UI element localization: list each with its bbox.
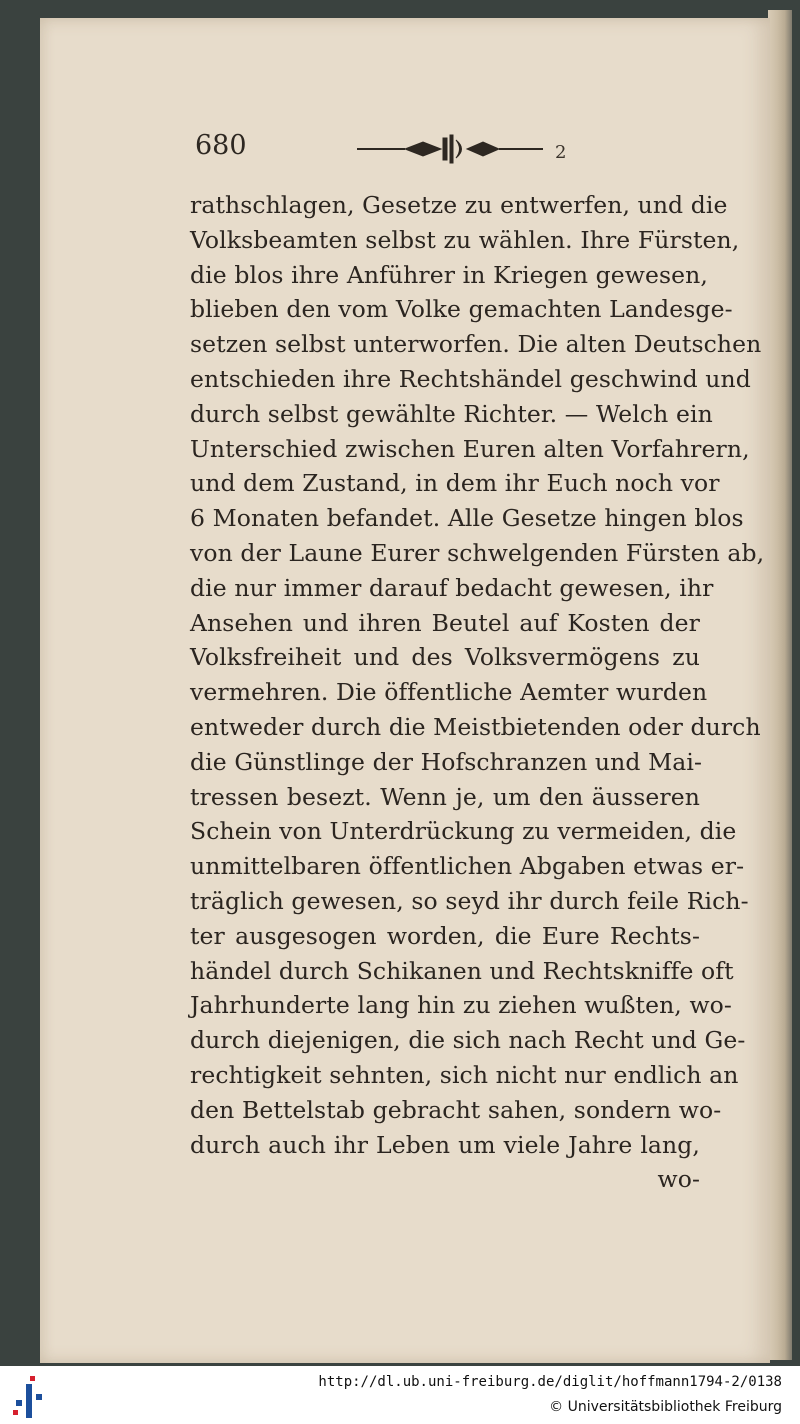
header-tail-mark: 2 [555, 142, 567, 163]
page-edge [768, 10, 792, 1360]
text-line: Unterschied zwischen Euren alten Vorfahrern, [190, 434, 750, 463]
text-line: den Bettelstab gebracht sahen, sondern wo- [190, 1095, 722, 1124]
body-text [190, 188, 765, 1197]
text-line: und dem Zustand, in dem ihr Euch noch vor [190, 469, 720, 498]
text-line: die nur immer darauf bedacht gewesen, ihr [190, 573, 714, 602]
text-line: die Günstlinge der Hofschranzen und Mai- [190, 747, 703, 776]
text-line: durch selbst gewählte Richter. — Welch ein [190, 399, 713, 428]
catchword: wo- [657, 1165, 700, 1194]
text-line: durch auch ihr Leben um viele Jahre lang, [190, 1130, 700, 1159]
text-line: träglich gewesen, so seyd ihr durch feile Rich- [190, 886, 749, 915]
text-line: entweder durch die Meistbietenden oder durch [190, 712, 761, 741]
text-line: Volksfreiheit und des Volksvermögens zu [190, 643, 700, 672]
text-line: entschieden ihre Rechtshändel geschwind und [190, 364, 751, 393]
permalink-url[interactable]: http://dl.ub.uni-freiburg.de/diglit/hoffmann1794-2/0138 [318, 1374, 782, 1390]
page-header [195, 130, 705, 170]
text-line: blieben den vom Volke gemachten Landesge- [190, 295, 733, 324]
text-line: durch diejenigen, die sich nach Recht und Ge- [190, 1026, 746, 1055]
text-line: 6 Monaten befandet. Alle Gesetze hingen blos [190, 504, 744, 533]
text-line: rechtigkeit sehnten, sich nicht nur endlich an [190, 1060, 739, 1089]
text-line: händel durch Schikanen und Rechtskniffe oft [190, 956, 734, 985]
text-line: vermehren. Die öffentliche Aemter wurden [190, 678, 708, 707]
fleuron-ornament-icon [355, 132, 545, 166]
viewer-footer [0, 1366, 800, 1424]
text-line: von der Laune Eurer schwelgenden Fürsten ab, [190, 538, 765, 567]
text-line: ter ausgesogen worden, die Eure Rechts- [190, 921, 700, 950]
text-line: Ansehen und ihren Beutel auf Kosten der [190, 608, 700, 637]
copyright-notice: © Universitätsbibliothek Freiburg [549, 1399, 782, 1415]
text-line: Schein von Unterdrückung zu vermeiden, die [190, 817, 737, 846]
text-line: Volksbeamten selbst zu wählen. Ihre Fürsten, [190, 225, 740, 254]
page-number: 680 [195, 130, 247, 161]
text-line: setzen selbst unterworfen. Die alten Deutschen [190, 330, 762, 359]
ub-freiburg-logo-icon[interactable] [10, 1374, 50, 1418]
text-line: tressen besezt. Wenn je, um den äusseren [190, 782, 700, 811]
text-line: rathschlagen, Gesetze zu entwerfen, und die [190, 191, 728, 219]
text-line: die blos ihre Anführer in Kriegen gewesen, [190, 260, 708, 289]
text-line: Jahrhunderte lang hin zu ziehen wußten, wo- [190, 991, 732, 1020]
text-line: unmittelbaren öffentlichen Abgaben etwas er- [190, 852, 745, 881]
